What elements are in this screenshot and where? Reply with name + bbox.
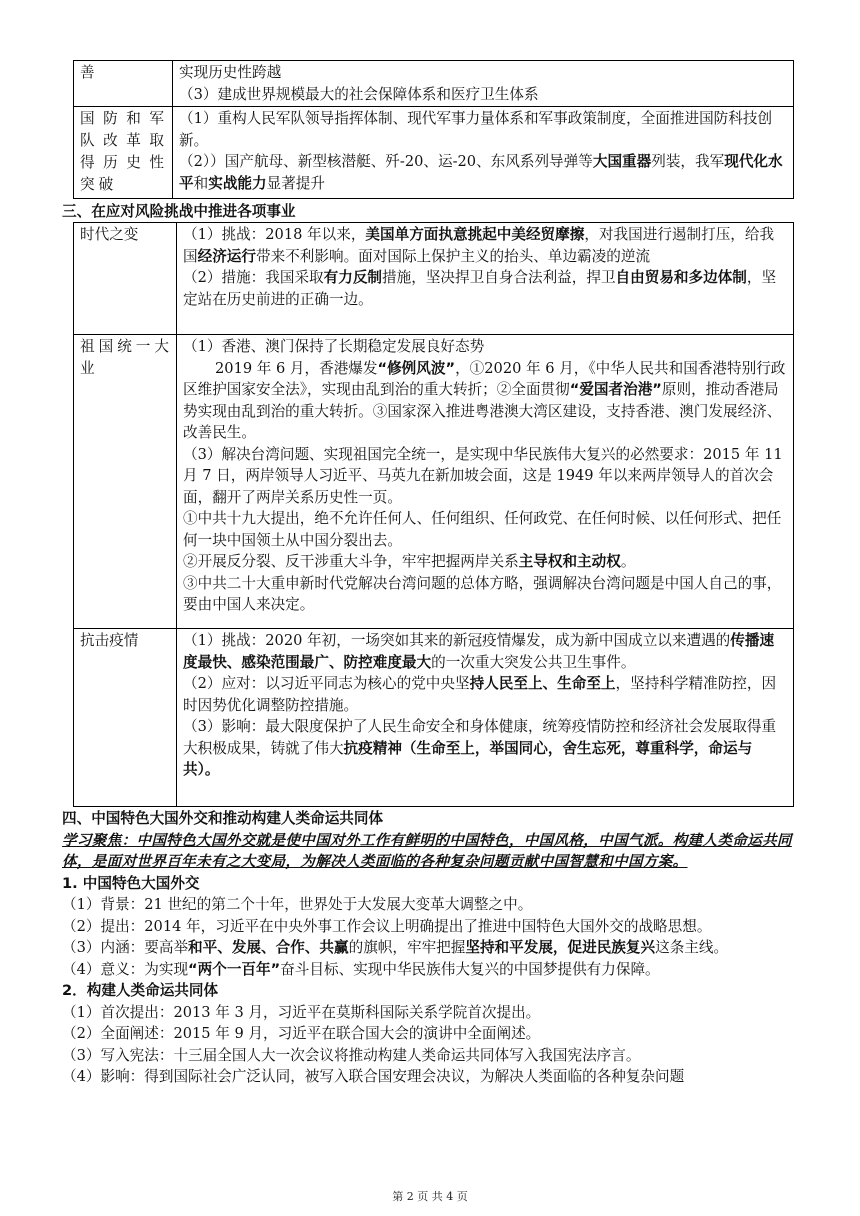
content-line: （2）提出：2014 年，习近平在中央外事工作会议上明确提出了推进中国特色大国外交的战略思想。 xyxy=(62,917,712,935)
content-line: 实现历史性跨越 xyxy=(179,64,282,81)
table-risk-challenges xyxy=(73,222,794,807)
content-line: （3）内涵：要高举和平、发展、合作、共赢的旗帜，牢牢把握坚持和平发展，促进民族复兴这条主线。 xyxy=(62,939,729,956)
content-line: （3）写入宪法：十三届全国人大一次会议将推动构建人类命运共同体写入我国宪法序言。 xyxy=(62,1046,641,1064)
row-category xyxy=(74,629,177,807)
content-line: （1）背景：21 世纪的第二个十年，世界处于大发展大变革大调整之中。 xyxy=(62,896,533,913)
section-diplomacy xyxy=(62,808,802,1088)
row-content xyxy=(173,107,794,199)
table-policy-continuation xyxy=(73,60,794,199)
content-paragraph: （2）应对：以习近平同志为核心的党中央坚持人民至上、生命至上，坚持科学精准防控，因时因势优化调整防控措施。 xyxy=(183,675,777,714)
content-paragraph: （2）措施：我国采取有力反制措施，坚决捍卫自身合法利益，捍卫自由贸易和多边体制，坚定站在历史前进的正确一边。 xyxy=(183,269,777,308)
content-line: （2）全面阐述：2015 年 9 月，习近平在联合国大会的演讲中全面阐述。 xyxy=(62,1025,541,1042)
content-paragraph: （3）解决台湾问题、实现祖国完全统一，是实现中华民族伟大复兴的必然要求：2015 年 11 月 7 日，两岸领导人习近平、马英九在新加坡会面，这是 1949 年以来两岸领导人的首次会面，翻开了两岸关系历史性一页。 xyxy=(183,445,783,506)
content-line: （4）影响：得到国际社会广泛认同，被写入联合国安理会决议，为解决人类面临的各种复杂问题 xyxy=(62,1068,685,1085)
content-paragraph: （2））国产航母、新型核潜艇、歼-20、运-20、东风系列导弹等大国重器列装，我军现代化水平和实战能力显著提升 xyxy=(179,153,783,192)
table-row xyxy=(74,223,794,335)
section-heading: 三、在应对风险挑战中推进各项事业 xyxy=(62,203,296,220)
content-paragraph: ②开展反分裂、反干涉重大斗争，牢牢把握两岸关系主导权和主动权。 xyxy=(183,553,636,570)
row-content xyxy=(177,335,794,629)
content-line: （3）建成世界规模最大的社会保障体系和医疗卫生体系 xyxy=(179,85,539,103)
table-row xyxy=(74,61,794,107)
category-label: 时代之变 xyxy=(80,226,139,243)
study-focus-note: 学习聚焦：中国特色大国外交就是使中国对外工作有鲜明的中国特色，中国风格，中国气派。构建人类命运共同体，是面对世界百年未有之大变局，为解决人类面临的各种复杂问题贡献中国智慧和中国方案。 xyxy=(62,831,792,870)
content-paragraph: （3）影响：最大限度保护了人民生命安全和身体健康，统筹疫情防控和经济社会发展取得重大积极成果，铸就了伟大抗疫精神（生命至上，举国同心，舍生忘死，尊重科学，命运与共）。 xyxy=(183,718,777,778)
subsection-heading: 1. 中国特色大国外交 xyxy=(62,874,200,892)
table-row xyxy=(74,335,794,629)
row-category xyxy=(74,335,177,629)
table-row xyxy=(74,629,794,807)
section-heading: 四、中国特色大国外交和推动构建人类命运共同体 xyxy=(62,810,384,827)
row-category xyxy=(74,223,177,335)
row-content xyxy=(177,223,794,335)
row-content xyxy=(177,629,794,807)
category-label: 国防和军队改革取得历史性突破 xyxy=(80,110,168,193)
row-category xyxy=(74,107,173,199)
content-paragraph: （1）重构人民军队领导指挥体制、现代军事力量体系和军事政策制度，全面推进国防科技创新。 xyxy=(179,110,773,149)
row-category xyxy=(74,61,173,107)
content-paragraph: （1）挑战：2020 年初，一场突如其来的新冠疫情爆发，成为新中国成立以来遭遇的传播速度最快、感染范围最广、防控难度最大的一次重大突发公共卫生事件。 xyxy=(183,632,775,671)
subsection-heading: 2．构建人类命运共同体 xyxy=(62,982,219,999)
content-paragraph: （1）香港、澳门保持了长期稳定发展良好态势 xyxy=(183,338,485,355)
content-paragraph: （1）挑战：2018 年以来，美国单方面执意挑起中美经贸摩擦，对我国进行遏制打压，给我国经济运行带来不利影响。面对国际上保护主义的抬头、单边霸凌的逆流 xyxy=(183,226,775,265)
content-line: （1）首次提出：2013 年 3 月，习近平在莫斯科国际关系学院首次提出。 xyxy=(62,1003,541,1021)
content-paragraph: ①中共十九大提出，绝不允许任何人、任何组织、任何政党、在任何时候、以任何形式、把任何一块中国领土从中国分裂出去。 xyxy=(183,510,782,549)
table-row xyxy=(74,107,794,199)
content-paragraph: 2019 年 6 月，香港爆发“修例风波”，①2020 年 6 月，《中华人民共和国香港特别行政区维护国家安全法》，实现由乱到治的重大转折；②全面贯彻“爱国者治港”原则，推动香港局势实现由乱到治的重大转折。③国家深入推进粤港澳大湾区建设，支持香港、澳门发展经济、改善民生。 xyxy=(183,359,786,441)
page-footer: 第 2 页 共 4 页 xyxy=(392,1190,468,1203)
category-label: 抗击疫情 xyxy=(80,632,139,649)
content-paragraph: ③中共二十大重申新时代党解决台湾问题的总体方略，强调解决台湾问题是中国人自己的事，要由中国人来决定。 xyxy=(183,574,782,613)
category-label: 善 xyxy=(80,64,95,81)
content-line: （4）意义：为实现“两个一百年”奋斗目标、实现中华民族伟大复兴的中国梦提供有力保障。 xyxy=(62,960,660,978)
category-label: 祖国统一大业 xyxy=(80,338,172,377)
row-content xyxy=(173,61,794,107)
